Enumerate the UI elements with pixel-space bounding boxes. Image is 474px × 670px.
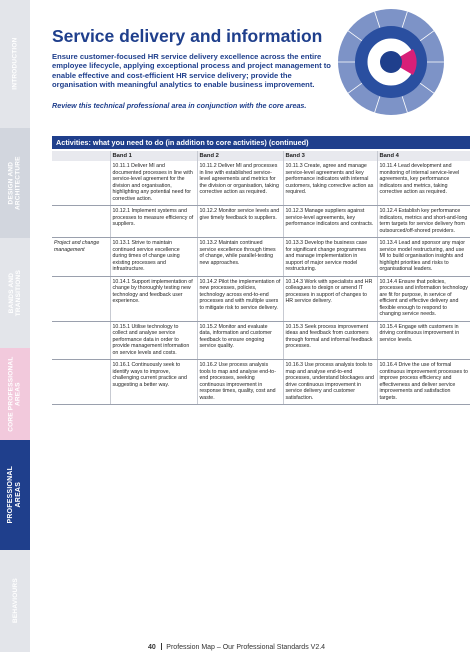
sidebar-tab-label: INTRODUCTION	[11, 37, 19, 91]
table-row	[52, 276, 470, 321]
page-number: 40	[148, 644, 156, 651]
table-cell: 10.14.4 Ensure that policies, processes and information technology are fit for purpose, in service of efficient and effective delivery and flexible enough to respond to changing service needs.	[377, 276, 470, 321]
sidebar-tab-behaviours[interactable]	[0, 550, 30, 652]
table-row	[52, 206, 470, 238]
sidebar-tab-label: CORE PROFESSIONAL AREAS	[7, 356, 22, 432]
table-cell: 10.11.4 Lead development and monitoring of internal service-level agreements, key performance indicators and metrics, taking corrective action as required.	[377, 161, 470, 206]
table-cell: 10.16.1 Continuously seek to identify ways to improve, challenging current practice and suggesting a better way.	[110, 360, 197, 405]
footer-divider	[161, 643, 163, 650]
table-cell: 10.12.1 Implement systems and processes to measure efficiency of suppliers.	[110, 206, 197, 238]
table-cell: 10.15.4 Engage with customers in driving continuous improvement in service levels.	[377, 321, 470, 360]
table-cell: 10.11.2 Deliver MI and processes in line with established service-level agreements and metrics for the division or organisation, taking corrective action as required.	[197, 161, 283, 206]
sidebar-tab-core-areas[interactable]	[0, 348, 30, 440]
page-title: Service delivery and information	[52, 26, 323, 46]
sidebar-tab-design-architecture[interactable]	[0, 128, 30, 238]
table-row	[52, 360, 470, 405]
table-cell: 10.12.3 Manage suppliers against service-level agreements, key performance indicators and contracts.	[283, 206, 377, 238]
sidebar-tab-introduction[interactable]	[0, 0, 30, 128]
area-cell: Project and change management	[52, 238, 110, 277]
wheel-center	[380, 51, 402, 73]
table-cell: 10.14.3 Work with specialists and HR colleagues to design or amend IT processes in support of changes to HR service delivery.	[283, 276, 377, 321]
table-cell: 10.12.2 Monitor service levels and give timely feedback to suppliers.	[197, 206, 283, 238]
table-cell: 10.16.3 Use process analysis tools to map and analyse end-to-end processes, understand blockages and drive continuous improvement in service delivery and customer satisfaction.	[283, 360, 377, 405]
table-cell: 10.15.1 Utilise technology to collect and analyse service performance data in order to provide management information on service levels and costs.	[110, 321, 197, 360]
table-cell: 10.16.4 Drive the use of formal continuous improvement processes to improve process efficiency and effectiveness and deliver service improvements and satisfaction targets.	[377, 360, 470, 405]
table-cell: 10.14.1 Support implementation of change by thoroughly testing new technology and feedback user experience.	[110, 276, 197, 321]
review-note: Review this technical professional area in conjunction with the core areas.	[52, 101, 307, 110]
column-header-band-2: Band 2	[197, 151, 283, 161]
table-cell: 10.11.3 Create, agree and manage service-level agreements and key performance indicators with internal customers, taking corrective action as required.	[283, 161, 377, 206]
table-cell: 10.14.2 Pilot the implementation of new processes, policies, technology across end-to-end processes and with multiple users to mitigate risk to service delivery.	[197, 276, 283, 321]
table-row	[52, 161, 470, 206]
table-cell: 10.13.1 Strive to maintain continued service excellence during times of change using existing processes and infrastructure.	[110, 238, 197, 277]
table-cell: 10.11.1 Deliver MI and documented processes in line with service-level agreement for the division and organisation, highlighting any potential need for corrective action.	[110, 161, 197, 206]
sidebar-tab-label: PROFESSIONAL AREAS	[7, 466, 23, 524]
activities-table	[52, 151, 470, 405]
footer-text: Profession Map – Our Professional Standards V2.4	[166, 644, 326, 651]
column-header-band-3: Band 3	[283, 151, 377, 161]
table-cell: 10.13.4 Lead and sponsor any major service model restructuring, and use MI to build organisation insights and highlight priorities and risks to organisational leaders.	[377, 238, 470, 277]
profession-map-wheel	[337, 8, 445, 116]
area-cell	[52, 206, 110, 238]
sidebar-tab-label: DESIGN AND ARCHITECTURE	[7, 156, 22, 210]
table-cell: 10.12.4 Establish key performance indicators, metrics and short-and-long term targets for service delivery from outsourced/off-shored providers.	[377, 206, 470, 238]
table-cell: 10.13.2 Maintain continued service excellence through times of change, while parallel-testing new approaches.	[197, 238, 283, 277]
sidebar-tab-professional-areas[interactable]	[0, 440, 30, 550]
section-sidebar	[0, 0, 30, 670]
page-footer	[148, 643, 325, 651]
table-cell: 10.13.3 Develop the business case for significant change programmes and manage implementation in support of major service model restructuring.	[283, 238, 377, 277]
area-cell	[52, 321, 110, 360]
sidebar-tab-label: BEHAVIOURS	[11, 578, 19, 624]
activities-header: Activities: what you need to do (in addition to core activities) (continued)	[52, 136, 470, 149]
area-cell	[52, 161, 110, 206]
table-cell: 10.15.3 Seek process improvement ideas and feedback from customers through formal and informal feedback processes.	[283, 321, 377, 360]
table-row	[52, 321, 470, 360]
sidebar-tab-label: BANDS AND TRANSITIONS	[7, 269, 23, 317]
sidebar-tab-bands-transitions[interactable]	[0, 238, 30, 348]
table-cell: 10.16.2 Use process analysis tools to map and analyse end-to-end processes, seeking continuous improvement in response times, quality, cost and waste.	[197, 360, 283, 405]
table-header-row	[52, 151, 470, 161]
area-cell	[52, 276, 110, 321]
intro-text: Ensure customer-focused HR service delivery excellence across the entire employee lifecycle, applying exceptional process and project management to enable effective and cost-efficient HR service delivery; provide the organisation with meaningful analytics to enable business improvement.	[52, 52, 331, 89]
column-header	[52, 151, 110, 161]
area-cell	[52, 360, 110, 405]
table-cell: 10.15.2 Monitor and evaluate data, information and customer feedback to ensure ongoing service quality.	[197, 321, 283, 360]
column-header-band-1: Band 1	[110, 151, 197, 161]
column-header-band-4: Band 4	[377, 151, 470, 161]
table-row	[52, 238, 470, 277]
